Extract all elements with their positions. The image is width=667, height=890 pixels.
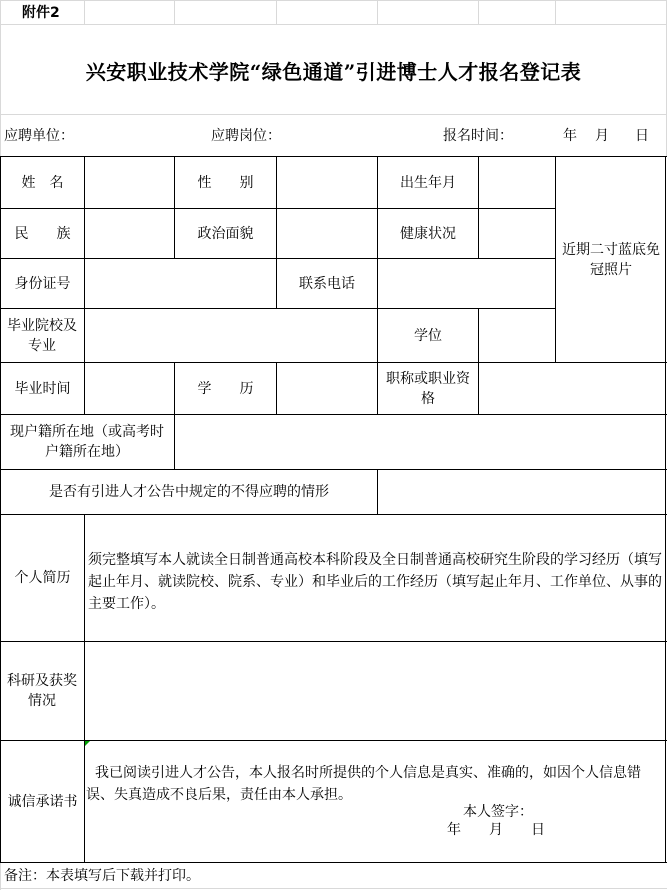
resume-label: 个人简历: [14, 570, 71, 586]
household-label: 现户籍所在地（或高考时户籍所在地）: [10, 424, 164, 460]
research-label: 科研及获奖情况: [7, 673, 77, 709]
degree-label: 学位: [414, 327, 442, 344]
id-number-label: 身份证号: [14, 275, 71, 292]
position-label: 应聘岗位：: [211, 128, 281, 144]
table-border: [0, 514, 667, 515]
time-label: 报名时间：: [443, 128, 513, 144]
title-qual-label: 职称或职业资格: [386, 370, 470, 407]
table-border: [478, 308, 479, 414]
gridline: [478, 0, 479, 24]
attachment-label: 附件2: [22, 5, 60, 21]
gridline: [0, 888, 667, 889]
table-border: [0, 740, 667, 741]
table-border: [84, 258, 85, 308]
gridline: [84, 0, 85, 24]
page-title: 兴安职业技术学院“绿色通道”引进博士人才报名登记表: [85, 60, 582, 84]
promise-label: 诚信承诺书: [7, 793, 78, 810]
signature-label: 本人签字：: [463, 804, 533, 820]
table-border: [84, 156, 85, 258]
gender-label: 性 别: [197, 174, 254, 191]
gridline: [0, 0, 667, 1]
gridline: [555, 0, 556, 24]
gridline: [276, 0, 277, 24]
cell-comment-marker: [85, 741, 90, 746]
day-label: 日: [635, 128, 649, 144]
unit-label: 应聘单位：: [4, 128, 74, 144]
footer-note: 备注：本表填写后下载并打印。: [4, 868, 200, 884]
table-border: [84, 308, 85, 362]
photo-placeholder: 近期二寸蓝底免冠照片: [562, 241, 660, 278]
table-border: [0, 362, 667, 363]
resume-instructions: 须完整填写本人就读全日制普通高校本科阶段及全日制普通高校研究生阶段的学习经历（填写起止年月、就读院校、院系、专业）和毕业后的工作经历（填写起止年月、工作单位、从事的主要工作）。: [88, 552, 662, 612]
grad-time-label: 毕业时间: [14, 380, 71, 397]
political-label: 政治面貌: [197, 225, 254, 242]
year-label: 年: [563, 128, 577, 144]
gridline: [0, 24, 667, 25]
gridline: [0, 114, 667, 115]
birth-label: 出生年月: [400, 174, 456, 191]
table-border: [665, 156, 666, 863]
school-major-label: 毕业院校及专业: [7, 317, 77, 354]
name-label: 姓 名: [21, 174, 64, 191]
gridline: [174, 0, 175, 24]
date-line: 年 月 日: [447, 822, 545, 838]
table-border: [0, 862, 667, 863]
gridline: [377, 0, 378, 24]
table-border: [555, 156, 556, 362]
ethnicity-label: 民 族: [14, 225, 71, 242]
table-border: [84, 362, 85, 414]
health-label: 健康状况: [400, 225, 456, 242]
phone-label: 联系电话: [299, 275, 355, 292]
table-border: [276, 362, 277, 414]
month-label: 月: [595, 128, 609, 144]
promise-text: 我已阅读引进人才公告，本人报名时所提供的个人信息是真实、准确的，如因个人信息错误、失真造成不良后果，责任由本人承担。: [86, 765, 641, 803]
education-label: 学 历: [197, 380, 254, 397]
table-border: [478, 156, 479, 258]
restriction-label: 是否有引进人才公告中规定的不得应聘的情形: [49, 484, 329, 500]
table-border: [84, 514, 85, 862]
table-border: [0, 641, 667, 642]
table-border: [377, 469, 378, 514]
